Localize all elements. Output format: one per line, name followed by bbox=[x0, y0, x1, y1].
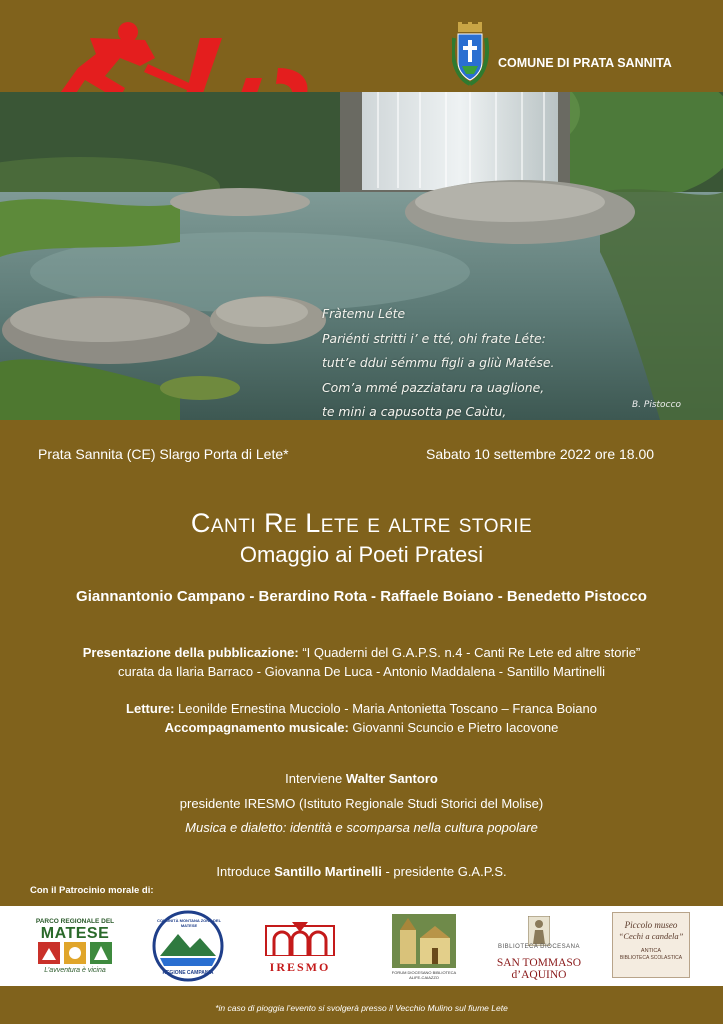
intro-name: Santillo Martinelli bbox=[274, 864, 382, 879]
readings-line bbox=[0, 699, 723, 718]
iresmo-name: IRESMO bbox=[269, 960, 331, 974]
comune-name: COMUNE DI PRATA SANNITA bbox=[498, 56, 672, 70]
gaps-logo-number: 40 bbox=[50, 18, 52, 19]
poem-line: Fràtemu Léte bbox=[322, 306, 406, 321]
readings-block bbox=[0, 699, 723, 737]
poem-line: te mini a capusotta pe Caùtu, bbox=[322, 404, 507, 419]
event-title: Canti Re Lete e altre storie bbox=[190, 508, 533, 538]
poem-author: B. Pistocco bbox=[632, 400, 681, 410]
piccolo-museo-line1: Piccolo museo bbox=[624, 920, 678, 930]
intro-role: - presidente G.A.P.S. bbox=[381, 864, 507, 879]
intro-prefix: Introduce bbox=[216, 864, 275, 879]
comunita-montana-region: REGIONE CAMPANIA bbox=[162, 970, 214, 976]
music-label: Accompagnamento musicale: bbox=[164, 720, 349, 735]
publication-text: “I Quaderni del G.A.P.S. n.4 - Canti Re Lete ed altre storie” bbox=[298, 645, 641, 660]
speaker-line bbox=[0, 767, 723, 792]
speaker-block bbox=[0, 767, 723, 841]
matese-name: MATESE bbox=[40, 925, 110, 942]
comunita-montana-logo bbox=[148, 906, 230, 986]
matese-tag: L’avventura è vicina bbox=[44, 967, 106, 974]
piccolo-museo-line4: BIBLIOTECA SCOLASTICA bbox=[619, 955, 683, 961]
intro-line bbox=[0, 862, 723, 881]
patronage-label: Con il Patrocinio morale di: bbox=[30, 885, 154, 896]
event-subtitle: Omaggio ai Poeti Pratesi bbox=[239, 542, 484, 567]
publication-label: Presentazione della pubblicazione: bbox=[82, 645, 299, 660]
piccolo-museo-logo bbox=[610, 906, 692, 986]
iresmo-logo bbox=[258, 906, 342, 986]
forum-diocesano-logo bbox=[388, 906, 460, 986]
publication-block bbox=[0, 643, 723, 681]
publication-line bbox=[0, 643, 723, 662]
matese-logo bbox=[30, 906, 120, 986]
poem-line: Com’a mmé pazziataru ra uaglione, bbox=[322, 379, 545, 395]
speaker-prefix: Interviene bbox=[285, 771, 346, 786]
iresmo-icon bbox=[262, 922, 338, 956]
footer-note: *in caso di pioggia l’evento si svolgerà presso il Vecchio Mulino sul fiume Lete bbox=[215, 1003, 508, 1013]
biblioteca-diocesana-name: SAN TOMMASO d’AQUINO bbox=[496, 957, 582, 981]
poem bbox=[322, 302, 569, 420]
poets-list: Giannantonio Campano - Berardino Rota - Raffaele Boiano - Benedetto Pistocco bbox=[76, 588, 647, 605]
biblioteca-diocesana-top: BIBLIOTECA DIOCESANA bbox=[497, 944, 581, 950]
speaker-topic: Musica e dialetto: identità e scomparsa nella cultura popolare bbox=[185, 820, 538, 835]
piccolo-museo-line2: “Cechi a candela” bbox=[618, 931, 684, 941]
matese-top: PARCO REGIONALE DEL bbox=[35, 918, 115, 925]
sponsor-strip bbox=[0, 906, 723, 986]
speaker-role: presidente IRESMO (Istituto Regionale Studi Storici del Molise) bbox=[179, 795, 544, 811]
readings-text: Leonilde Ernestina Mucciolo - Maria Antonietta Toscano – Franca Boiano bbox=[174, 701, 597, 716]
forum-diocesano-text: FORUM DIOCESANO BIBLIOTECA ALIFE-CAIAZZO bbox=[391, 970, 457, 980]
readings-label: Letture: bbox=[126, 701, 175, 716]
saint-icon bbox=[528, 916, 550, 946]
matese-icons bbox=[38, 942, 112, 964]
event-date: Sabato 10 settembre 2022 ore 18.00 bbox=[426, 446, 655, 462]
poem-line: Pariénti stritti i’ e tté, ohi frate Léte: bbox=[322, 330, 546, 346]
comunita-montana-text: COMUNITÀ MONTANA ZONA DEL MATESE bbox=[156, 918, 222, 928]
piccolo-museo-line3: ANTICA bbox=[640, 948, 662, 954]
poem-line: tutt’e ddui sémmu figli a gliù Matése. bbox=[322, 355, 555, 370]
speaker-name: Walter Santoro bbox=[345, 771, 438, 786]
hero-photo bbox=[0, 92, 723, 420]
church-icon bbox=[392, 914, 456, 968]
publication-curators: curata da Ilaria Barraco - Giovanna De Luca - Antonio Maddalena - Santillo Martinelli bbox=[117, 664, 606, 679]
event-place: Prata Sannita (CE) Slargo Porta di Lete* bbox=[38, 446, 289, 462]
music-text: Giovanni Scuncio e Pietro Iacovone bbox=[348, 720, 559, 735]
music-line bbox=[0, 718, 723, 737]
biblioteca-diocesana-logo bbox=[478, 906, 600, 986]
